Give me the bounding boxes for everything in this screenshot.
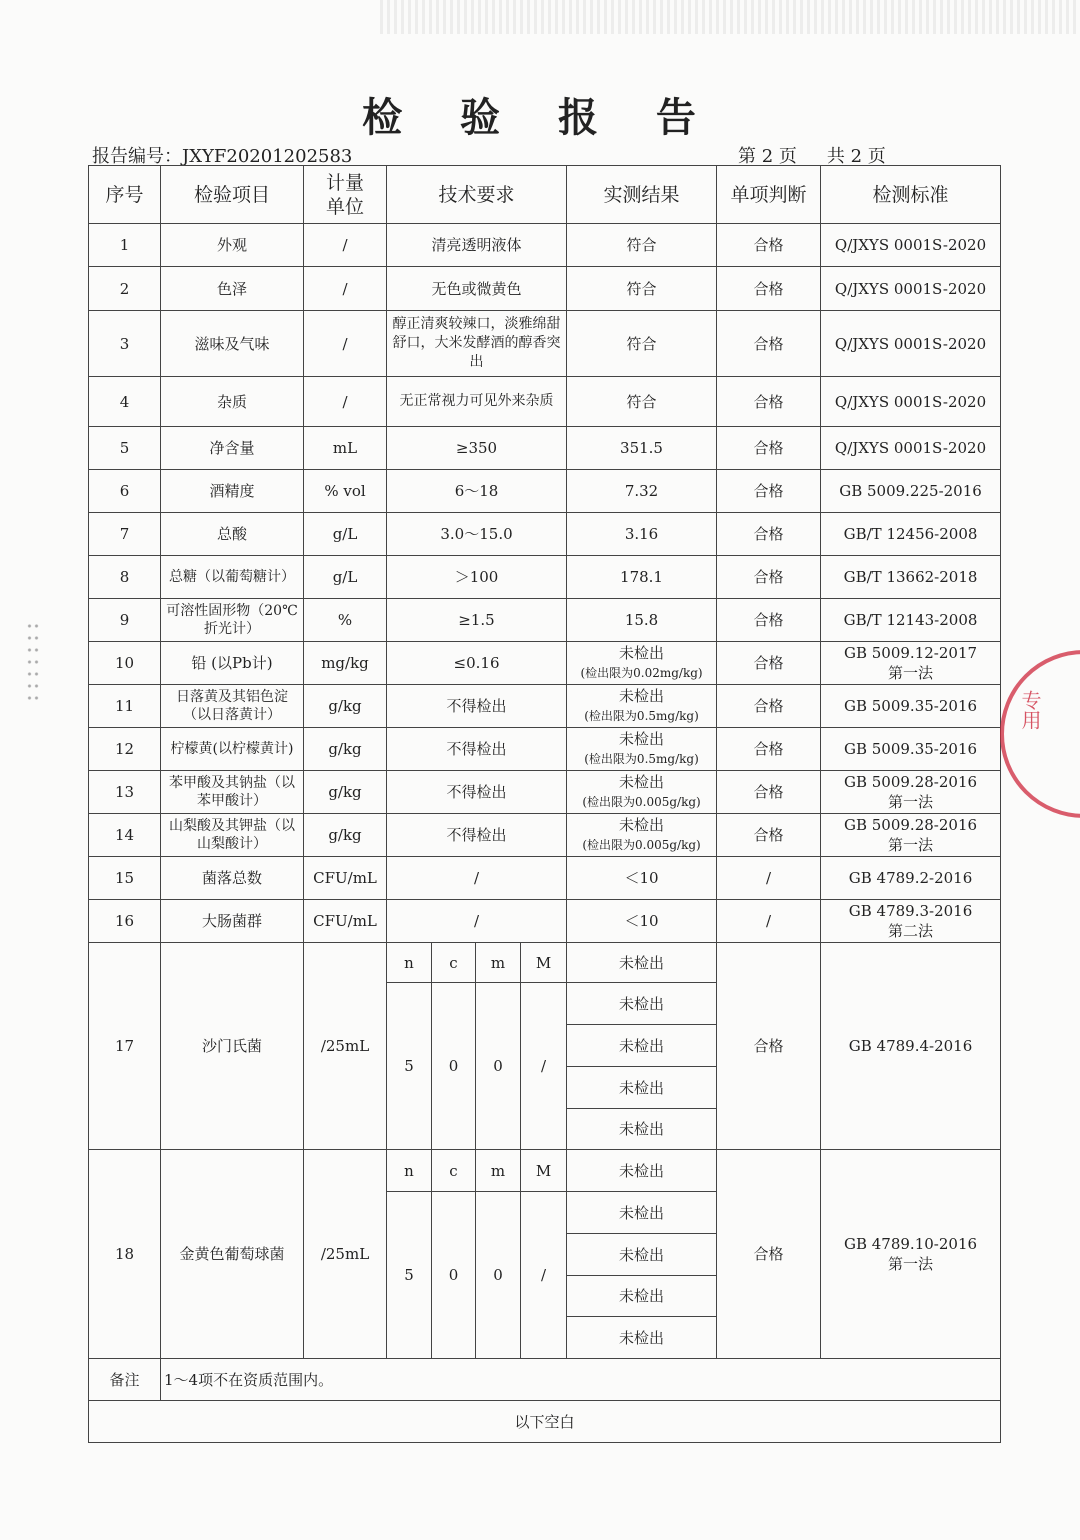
table-row [89,224,1001,267]
row-result [567,814,717,857]
row-judgement: / [717,857,821,900]
row-item: 沙门氏菌 [161,943,304,1150]
standard-method: 第一法 [888,664,934,682]
row-unit: / [304,377,387,427]
header-cell: 检验项目 [161,166,304,224]
row-standard: Q/JXYS 0001S-2020 [821,224,1001,267]
row-unit: % vol [304,470,387,513]
row-item: 杂质 [161,377,304,427]
seal-stamp [1000,650,1080,818]
row-standard [821,814,1001,857]
header-cell: 单项判断 [717,166,821,224]
header-cell: 序号 [89,166,161,224]
row-item: 柠檬黄(以柠檬黄计) [161,728,304,771]
row-item: 日落黄及其铝色淀（以日落黄计） [161,685,304,728]
plan-value-m: 0 [476,983,521,1150]
row-item: 大肠菌群 [161,900,304,943]
row-requirement: 不得检出 [387,771,567,814]
remark-row [89,1359,1001,1401]
table-row [89,470,1001,513]
plan-value-M: / [521,983,567,1150]
standard-text: GB 5009.28-2016 [843,816,978,834]
row-requirement: ≤0.16 [387,642,567,685]
row-item: 山梨酸及其钾盐（以山梨酸计） [161,814,304,857]
plan-header-c: c [432,1150,476,1192]
result-text: 未检出 [619,816,665,834]
detection-limit: (检出限为0.005g/kg) [582,795,701,809]
row-unit: g/L [304,556,387,599]
standard-text: GB 5009.12-2017 [843,644,978,662]
row-item: 可溶性固形物（20℃折光计） [161,599,304,642]
row-standard [821,900,1001,943]
table-row [89,377,1001,427]
row-standard: GB/T 13662-2018 [821,556,1001,599]
table-row [89,311,1001,377]
row-standard: GB 4789.2-2016 [821,857,1001,900]
sample-result: 未检出 [567,1067,717,1109]
row-judgement: 合格 [717,943,821,1150]
row-standard: Q/JXYS 0001S-2020 [821,377,1001,427]
row-result [567,685,717,728]
row-requirement: 清亮透明液体 [387,224,567,267]
standard-method: 第二法 [888,922,934,940]
row-item: 金黄色葡萄球菌 [161,1150,304,1359]
row-judgement: 合格 [717,556,821,599]
row-requirement: 不得检出 [387,728,567,771]
row-judgement: 合格 [717,685,821,728]
row-judgement: 合格 [717,771,821,814]
row-requirement: 醇正清爽较辣口，淡雅绵甜舒口，大米发酵酒的醇香突出 [387,311,567,377]
table-row [89,599,1001,642]
plan-value-M: / [521,1192,567,1359]
row-unit: CFU/mL [304,857,387,900]
standard-text: GB 5009.28-2016 [843,773,978,791]
row-standard: GB 5009.35-2016 [821,685,1001,728]
plan-value-m: 0 [476,1192,521,1359]
row-requirement: 不得检出 [387,814,567,857]
table-row [89,427,1001,470]
report-number: 报告编号：JXYF20201202583 [92,146,353,167]
table-row [89,857,1001,900]
scan-artifact [380,0,1080,34]
row-number: 12 [89,728,161,771]
row-item: 滋味及气味 [161,311,304,377]
row-number: 9 [89,599,161,642]
row-item: 外观 [161,224,304,267]
row-result: 15.8 [567,599,717,642]
remark-text: 1～4项不在资质范围内。 [161,1359,1001,1401]
row-result: 351.5 [567,427,717,470]
row-item: 总酸 [161,513,304,556]
result-text: 未检出 [619,730,665,748]
sample-result: 未检出 [567,1025,717,1067]
row-unit: CFU/mL [304,900,387,943]
row-result [567,642,717,685]
row-standard: GB 5009.225-2016 [821,470,1001,513]
inspection-table [88,165,1001,1443]
row-unit: % [304,599,387,642]
row-requirement: 6～18 [387,470,567,513]
row-judgement: 合格 [717,470,821,513]
row-standard [821,771,1001,814]
sample-result: 未检出 [567,983,717,1025]
row-requirement: / [387,900,567,943]
row-unit: g/kg [304,814,387,857]
row-judgement: 合格 [717,427,821,470]
row-number: 14 [89,814,161,857]
row-unit: mL [304,427,387,470]
row-number: 4 [89,377,161,427]
sample-result: 未检出 [567,1276,717,1317]
row-unit: g/kg [304,771,387,814]
standard-method: 第一法 [888,836,934,854]
plan-value-n: 5 [387,983,432,1150]
row-standard: Q/JXYS 0001S-2020 [821,267,1001,311]
row-item: 酒精度 [161,470,304,513]
row-item: 总糖（以葡萄糖计） [161,556,304,599]
row-number: 13 [89,771,161,814]
table-row [89,814,1001,857]
plan-header-m: m [476,1150,521,1192]
table-row [89,900,1001,943]
row-result: ＜10 [567,857,717,900]
plan-header-n: n [387,943,432,983]
sample-result: 未检出 [567,1192,717,1234]
detection-limit: (检出限为0.005g/kg) [582,838,701,852]
row-item: 铅 (以Pb计) [161,642,304,685]
row-result: 3.16 [567,513,717,556]
page-number: 第 2 页 [738,146,797,167]
remark-label: 备注 [89,1359,161,1401]
row-result: 符合 [567,311,717,377]
row-number: 8 [89,556,161,599]
table-row [89,685,1001,728]
standard-text: GB 4789.3-2016 [848,902,973,920]
result-text: 未检出 [619,773,665,791]
row-judgement: / [717,900,821,943]
row-standard: GB/T 12456-2008 [821,513,1001,556]
row-result [567,771,717,814]
header-cell: 实测结果 [567,166,717,224]
row-standard [821,642,1001,685]
row-standard: Q/JXYS 0001S-2020 [821,427,1001,470]
row-unit: g/kg [304,685,387,728]
plan-header-c: c [432,943,476,983]
row-judgement: 合格 [717,513,821,556]
row-result: ＜10 [567,900,717,943]
row-standard: GB 4789.4-2016 [821,943,1001,1150]
result-text: 未检出 [619,687,665,705]
row-number: 5 [89,427,161,470]
header-cell: 技术要求 [387,166,567,224]
row-item: 净含量 [161,427,304,470]
row-requirement: 3.0～15.0 [387,513,567,556]
row-result [567,728,717,771]
table-row [89,1150,1001,1192]
row-unit: / [304,224,387,267]
plan-header-m: m [476,943,521,983]
header-cell: 检测标准 [821,166,1001,224]
row-requirement: 不得检出 [387,685,567,728]
row-result: 符合 [567,224,717,267]
sample-result: 未检出 [567,1150,717,1192]
row-result: 符合 [567,377,717,427]
row-number: 16 [89,900,161,943]
seal-stamp-text: 专用 [1018,690,1042,730]
plan-value-c: 0 [432,983,476,1150]
blank-below-text: 以下空白 [89,1401,1001,1443]
row-unit: g/kg [304,728,387,771]
sample-result: 未检出 [567,1234,717,1276]
row-number: 11 [89,685,161,728]
plan-value-n: 5 [387,1192,432,1359]
sample-result: 未检出 [567,1317,717,1359]
row-number: 15 [89,857,161,900]
plan-header-M: M [521,943,567,983]
row-number: 3 [89,311,161,377]
row-unit: / [304,311,387,377]
table-row [89,513,1001,556]
row-result: 7.32 [567,470,717,513]
row-requirement: 无正常视力可见外来杂质 [387,377,567,427]
result-text: 未检出 [619,644,665,662]
row-unit: / [304,267,387,311]
row-standard [821,1150,1001,1359]
sample-result: 未检出 [567,1109,717,1150]
row-unit: mg/kg [304,642,387,685]
row-result: 178.1 [567,556,717,599]
plan-value-c: 0 [432,1192,476,1359]
row-judgement: 合格 [717,599,821,642]
row-number: 2 [89,267,161,311]
table-row [89,642,1001,685]
report-title: 检 验 报 告 [362,94,718,141]
plan-header-n: n [387,1150,432,1192]
table-row [89,267,1001,311]
row-number: 6 [89,470,161,513]
table-row [89,943,1001,983]
row-requirement: ≥350 [387,427,567,470]
row-standard: GB/T 12143-2008 [821,599,1001,642]
row-standard: GB 5009.35-2016 [821,728,1001,771]
detection-limit: (检出限为0.5mg/kg) [584,752,699,766]
row-number: 10 [89,642,161,685]
blank-below-row [89,1401,1001,1443]
standard-text: GB 4789.10-2016 [843,1235,978,1253]
row-item: 色泽 [161,267,304,311]
standard-method: 第一法 [888,793,934,811]
table-row [89,728,1001,771]
plan-header-M: M [521,1150,567,1192]
row-number: 18 [89,1150,161,1359]
row-judgement: 合格 [717,1150,821,1359]
row-number: 1 [89,224,161,267]
row-judgement: 合格 [717,642,821,685]
row-unit: /25mL [304,1150,387,1359]
scan-specks [26,620,40,700]
row-requirement: 无色或微黄色 [387,267,567,311]
row-judgement: 合格 [717,267,821,311]
sample-result: 未检出 [567,943,717,983]
detection-limit: (检出限为0.5mg/kg) [584,709,699,723]
row-judgement: 合格 [717,814,821,857]
row-unit: /25mL [304,943,387,1150]
table-header-row [89,166,1001,224]
row-requirement: / [387,857,567,900]
row-judgement: 合格 [717,728,821,771]
detection-limit: (检出限为0.02mg/kg) [580,666,703,680]
row-unit: g/L [304,513,387,556]
table-row [89,556,1001,599]
header-cell: 计量单位 [304,166,387,224]
page-total: 共 2 页 [826,146,886,167]
row-judgement: 合格 [717,311,821,377]
standard-method: 第一法 [888,1255,934,1273]
row-number: 17 [89,943,161,1150]
row-result: 符合 [567,267,717,311]
table-row [89,771,1001,814]
row-item: 苯甲酸及其钠盐（以苯甲酸计） [161,771,304,814]
row-requirement: ≥1.5 [387,599,567,642]
row-judgement: 合格 [717,224,821,267]
row-item: 菌落总数 [161,857,304,900]
row-judgement: 合格 [717,377,821,427]
row-number: 7 [89,513,161,556]
row-requirement: ＞100 [387,556,567,599]
row-standard: Q/JXYS 0001S-2020 [821,311,1001,377]
